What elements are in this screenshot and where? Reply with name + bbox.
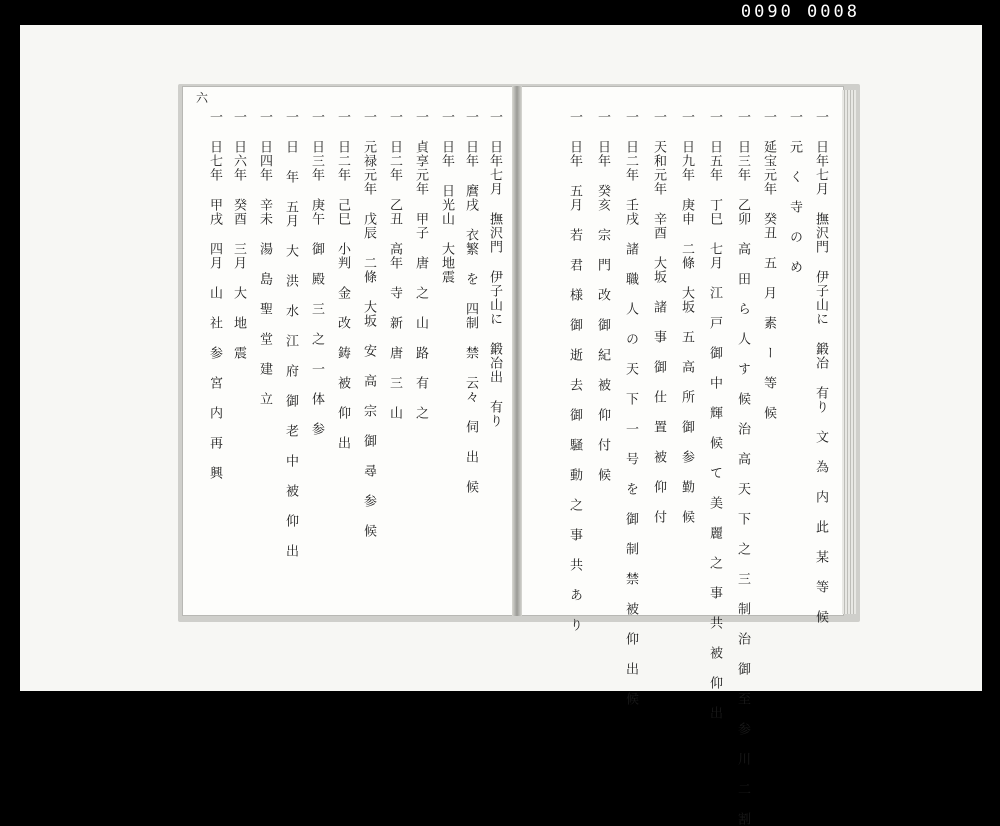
- book-gutter: [512, 86, 522, 616]
- left-col-2: 一 日年 麿戌 衣繁 を 四制 禁 云々 伺 出 候: [463, 110, 478, 494]
- left-col-3: 一 日年 日光山 大地震: [439, 110, 454, 284]
- page-number: 六: [196, 91, 209, 105]
- left-col-5: 一 日二年 乙丑 高年 寺 新 唐 三 山: [387, 110, 402, 420]
- left-col-1: 一 日年七月 撫沢門 伊子山に 鍛冶出 有り: [487, 110, 502, 428]
- left-col-12: 一 日七年 甲戌 四月 山 社 参 宮 内 再 興: [207, 110, 222, 480]
- right-col-4: 一 日三年 乙卯 高 田 ら 人 す 候 治 高 天 下 之 三 制 治 御 至 参 川 二 割: [735, 110, 750, 826]
- right-col-3: 一 延宝元年 癸丑 五 月 素 ー 等 候: [761, 110, 776, 420]
- right-col-6: 一 日九年 庚申 二條 大坂 五 高 所 御 参 勤 候: [679, 110, 694, 524]
- right-col-7: 一 天和元年 辛酉 大坂 諸 事 御 仕 置 被 仰 付: [651, 110, 666, 524]
- left-col-7: 一 日二年 己巳 小判 金 改 鋳 被 仰 出: [335, 110, 350, 450]
- right-col-9: 一 日年 癸亥 宗 門 改 御 紀 被 仰 付 候: [595, 110, 610, 482]
- left-col-11: 一 日六年 癸酉 三月 大 地 震: [231, 110, 246, 360]
- left-col-10: 一 日四年 辛未 湯 島 聖 堂 建 立: [257, 110, 272, 406]
- right-col-10: 一 日年 五月 若 君 様 御 逝 去 御 騒 動 之 事 共 あ り: [567, 110, 582, 632]
- right-col-1: 一 日年七月 撫沢門 伊子山に 鍛冶 有り 文 為 内 此 某 等 候: [813, 110, 828, 624]
- left-col-4: 一 貞享元年 甲子 唐 之 山 路 有 之: [413, 110, 428, 420]
- right-col-8: 一 日二年 壬戌 諸 職 人 の 天 下 一 号 を 御 制 禁 被 仰 出 候: [623, 110, 638, 706]
- page-edges: [842, 90, 856, 614]
- left-col-8: 一 日三年 庚午 御 殿 三 之 一 体 参: [309, 110, 324, 436]
- left-col-9: 一 日 年 五月 大 洪 水 江 府 御 老 中 被 仰 出: [283, 110, 298, 558]
- left-col-6: 一 元禄元年 戊辰 二條 大坂 安 高 宗 御 尋 参 候: [361, 110, 376, 538]
- right-col-5: 一 日五年 丁巳 七月 江 戸 御 中 輝 候 て 美 麗 之 事 共 被 仰 出: [707, 110, 722, 720]
- right-col-2: 一 元 く 寺 の め: [787, 110, 802, 274]
- microfilm-frame-number: 0090 0008: [740, 2, 860, 22]
